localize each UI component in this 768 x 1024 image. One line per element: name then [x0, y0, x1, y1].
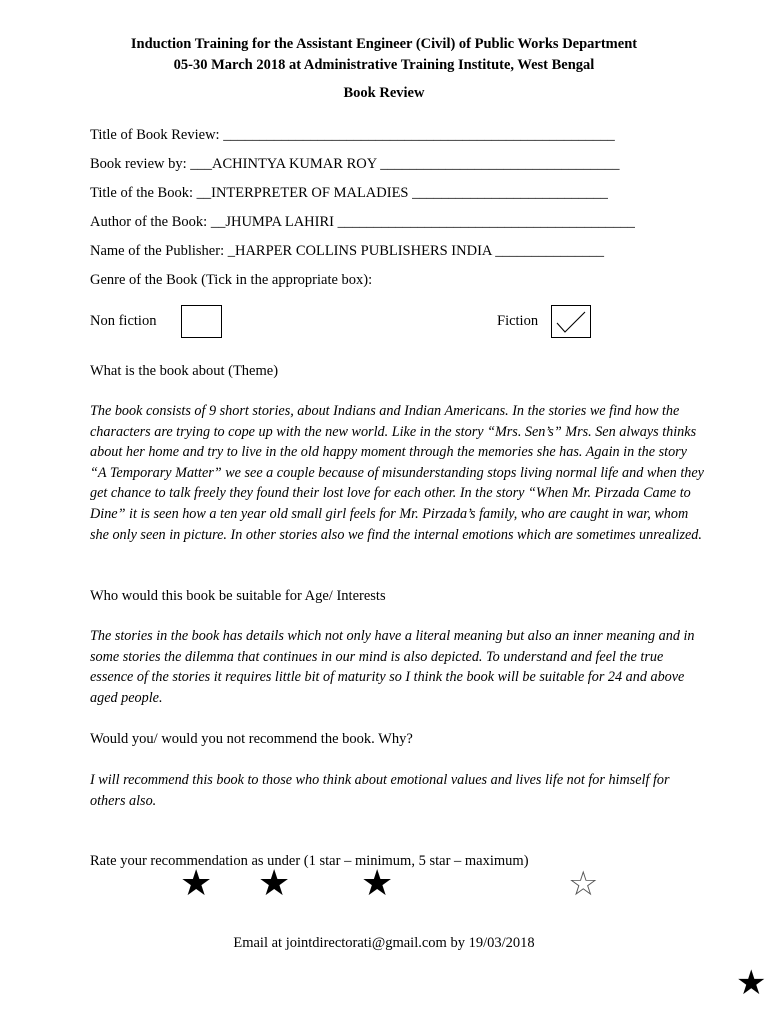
review-by-row — [90, 156, 620, 173]
review-by-value: ___ACHINTYA KUMAR ROY _________________________________ — [190, 156, 620, 172]
publisher-value: _HARPER COLLINS PUBLISHERS INDIA _______________ — [227, 243, 604, 259]
email-line: Email at jointdirectorati@gmail.com by 19/03/2018 — [233, 935, 535, 951]
genre-label: Genre of the Book (Tick in the appropriate box): — [90, 272, 373, 288]
theme-question: What is the book about (Theme) — [90, 363, 279, 379]
header-line-1: Induction Training for the Assistant Engineer (Civil) of Public Works Department — [130, 36, 638, 52]
book-title-value: __INTERPRETER OF MALADIES ___________________________ — [196, 185, 608, 201]
suitability-question: Who would this book be suitable for Age/ Interests — [90, 588, 386, 604]
recommend-answer: I will recommend this book to those who think about emotional values and lives life not for himself for others also. — [90, 772, 670, 809]
title-of-review-blank: ______________________________________________________ — [223, 127, 615, 143]
rating-star-1-icon[interactable]: ★ — [180, 863, 213, 904]
suitability-answer: The stories in the book has details which not only have a literal meaning but also an inner meaning and in some stories the dilemma that continues in our mind is also depicted. To understand and feel the true essence of the stories it requires little bit of maturity so I think the book will be suitable for 24 and above aged people. — [90, 628, 695, 706]
rating-star-4-icon[interactable]: ☆ — [568, 864, 599, 904]
fiction-checkbox[interactable] — [551, 305, 591, 338]
author-label: Author of the Book: — [90, 214, 211, 230]
header-line-2: 05-30 March 2018 at Administrative Training Institute, West Bengal — [173, 57, 595, 73]
fiction-label: Fiction — [497, 313, 539, 329]
recommend-question: Would you/ would you not recommend the book. Why? — [90, 731, 413, 747]
title-of-review-row — [90, 127, 615, 144]
non-fiction-checkbox[interactable] — [181, 305, 222, 338]
book-title-row — [90, 185, 608, 202]
review-by-label: Book review by: — [90, 156, 191, 172]
non-fiction-label: Non fiction — [90, 313, 157, 329]
rating-star-3-icon[interactable]: ★ — [361, 863, 394, 904]
corner-star-icon: ★ — [736, 963, 767, 1003]
book-title-label: Title of the Book: — [90, 185, 197, 201]
checkmark-icon — [552, 306, 590, 337]
publisher-row — [90, 243, 604, 260]
document-title: Book Review — [343, 85, 425, 101]
author-value: __JHUMPA LAHIRI _________________________________________ — [210, 214, 635, 230]
author-row — [90, 214, 635, 231]
rating-star-2-icon[interactable]: ★ — [258, 863, 291, 904]
theme-answer: The book consists of 9 short stories, about Indians and Indian Americans. In the stories we find how the characters are trying to cope up with the new world. Like in the story “Mrs. Sen’s” Mrs. Sen always thinks about her home and try to live in the old happy moment through the memories she has. Again in the story “A Temporary Matter” we see a couple because of misunderstanding stops living normal life and when they get chance to talk freely they found their lost love for each other. In the story “When Mr. Pirzada Came to Dine” it is seen how a ten year old small girl feels for Mr. Pirzada’s family, who are caught in war, whom she only seen in picture. In other stories also we find the internal emotions which are sometimes unrealized. — [90, 403, 704, 543]
rating-label: Rate your recommendation as under (1 star – minimum, 5 star – maximum) — [90, 853, 529, 869]
title-of-review-label: Title of Book Review: — [90, 127, 224, 143]
publisher-label: Name of the Publisher: — [90, 243, 228, 259]
